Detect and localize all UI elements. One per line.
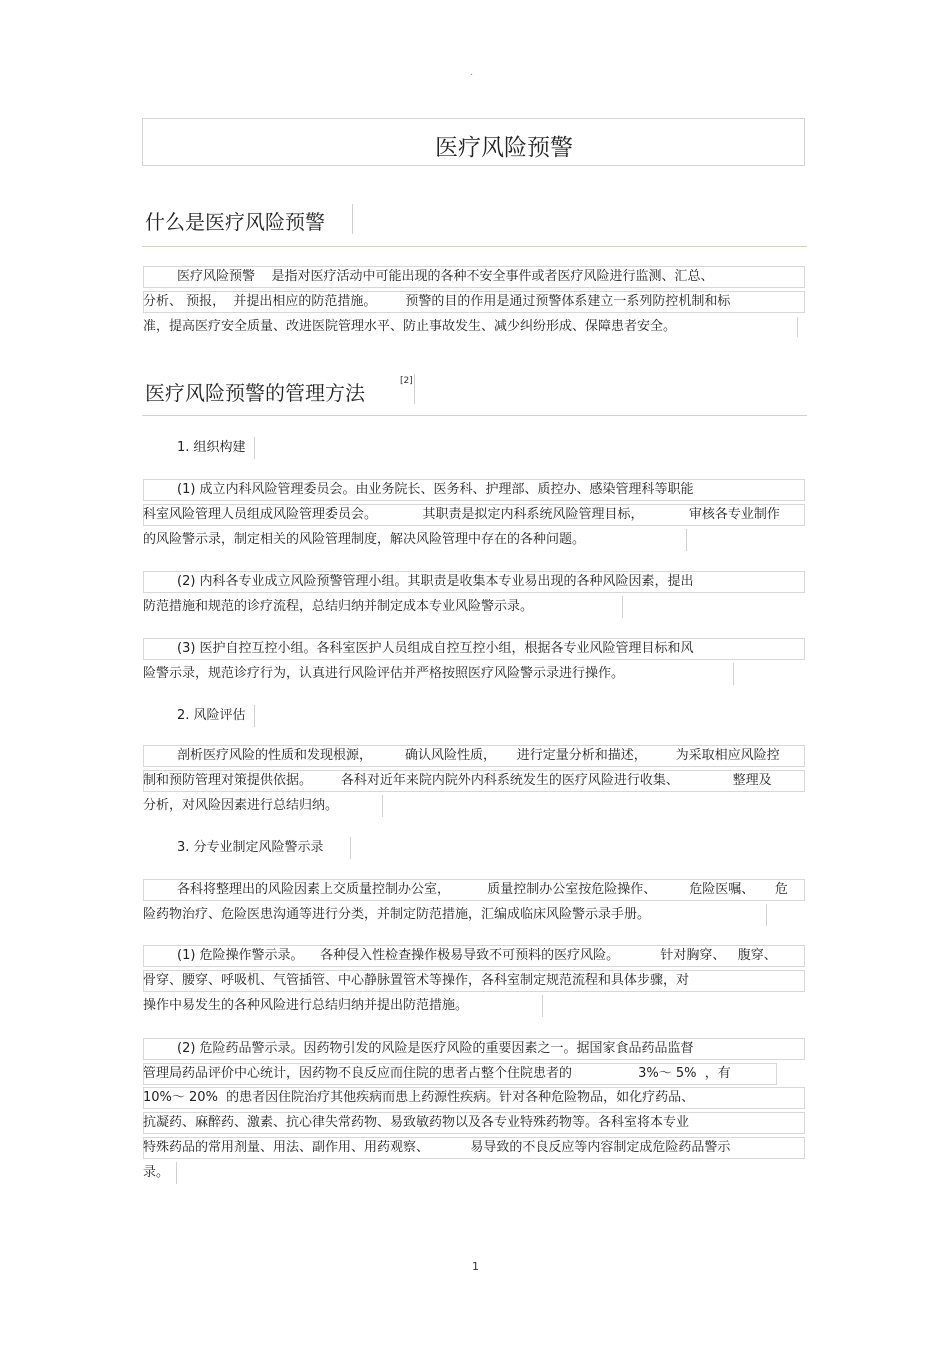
paragraph-line: 医疗风险预警 是指对医疗活动中可能出现的各种不安全事件或者医疗风险进行监测、汇总、 xyxy=(177,269,714,284)
paragraph-line: 管理局药品评价中心统计，因药物不良反应而住院的患者占整个住院患者的 3%～ 5% ，有 xyxy=(143,1066,731,1081)
text-frame-edge xyxy=(176,1162,177,1184)
paragraph-line: (1) 成立内科风险管理委员会。由业务院长、医务科、护理部、质控办、感染管理科等职能 xyxy=(177,482,694,497)
section1-rule xyxy=(142,246,807,247)
paragraph-line: 抗凝药、麻醉药、激素、抗心律失常药物、易致敏药物以及各专业特殊药物等。各科室将本专业 xyxy=(143,1115,690,1130)
paragraph-line: 险警示录，规范诊疗行为，认真进行风险评估并严格按照医疗风险警示录进行操作。 xyxy=(143,666,625,681)
paragraph-line: 防范措施和规范的诊疗流程，总结归纳并制定成本专业风险警示录。 xyxy=(143,599,534,614)
paragraph-line: (2) 危险药品警示录。因药物引发的风险是医疗风险的重要因素之一。据国家食品药品监督 xyxy=(177,1041,694,1056)
heading-divider xyxy=(414,374,415,404)
paragraph-line: 科室风险管理人员组成风险管理委员会。 其职责是拟定内科系统风险管理目标， 审核各专业制作 xyxy=(143,507,780,522)
text-frame-edge xyxy=(254,705,255,727)
paragraph-line: 骨穿、腰穿、呼吸机、气管插管、中心静脉置管术等操作，各科室制定规范流程和具体步骤，对 xyxy=(143,973,690,988)
subheading: 1. 组织构建 xyxy=(177,440,246,455)
text-frame-edge xyxy=(733,663,734,685)
paragraph-line: 分析、 预报， 并提出相应的防范措施。 预警的目的作用是通过预警体系建立一系列防控机制和标 xyxy=(143,294,731,309)
text-frame-edge xyxy=(797,317,798,337)
paragraph-line: 操作中易发生的各种风险进行总结归纳并提出防范措施。 xyxy=(143,998,469,1013)
paragraph-line: 制和预防管理对策提供依据。 各科对近年来院内院外内科系统发生的医疗风险进行收集、 整理及 xyxy=(143,773,772,788)
section1-heading: 什么是医疗风险预警 xyxy=(145,210,325,234)
paragraph-line: 10%～ 20% 的患者因住院治疗其他疾病而患上药源性疾病。针对各种危险物品，如化疗药品、 xyxy=(143,1090,695,1105)
paragraph-line: (1) 危险操作警示录。 各种侵入性检查操作极易导致不可预料的医疗风险。 针对胸穿、 腹穿、 xyxy=(177,948,777,963)
header-mark: · xyxy=(470,70,474,81)
text-frame-edge xyxy=(766,904,767,926)
document-title: 医疗风险预警 xyxy=(435,135,573,161)
paragraph-line: 特殊药品的常用剂量、用法、副作用、用药观察、 易导致的不良反应等内容制定成危险药品警示 xyxy=(143,1140,731,1155)
section2-rule xyxy=(142,415,807,416)
paragraph-line: 各科将整理出的风险因素上交质量控制办公室， 质量控制办公室按危险操作、 危险医嘱、 危 xyxy=(177,882,788,897)
page-number: 1 xyxy=(472,1260,479,1273)
document-title-box xyxy=(142,118,805,166)
text-frame-edge xyxy=(350,837,351,859)
text-frame-edge xyxy=(686,529,687,551)
paragraph-line: 的风险警示录，制定相关的风险管理制度，解决风险管理中存在的各种问题。 xyxy=(143,532,586,547)
text-frame-edge xyxy=(542,995,543,1017)
paragraph-line: 险药物治疗、危险医患沟通等进行分类，并制定防范措施，汇编成临床风险警示录手册。 xyxy=(143,907,651,922)
paragraph-line: 剖析医疗风险的性质和发现根源， 确认风险性质， 进行定量分析和描述， 为采取相应风险控 xyxy=(177,748,780,763)
paragraph-line: (3) 医护自控互控小组。各科室医护人员组成自控互控小组，根据各专业风险管理目标和风 xyxy=(177,641,694,656)
text-frame-edge xyxy=(254,437,255,459)
reference-marker: [2] xyxy=(400,376,413,386)
paragraph-line: (2) 内科各专业成立风险预警管理小组。其职责是收集本专业易出现的各种风险因素，提出 xyxy=(177,574,694,589)
heading-divider xyxy=(352,204,353,234)
paragraph-line: 分析，对风险因素进行总结归纳。 xyxy=(143,798,339,813)
subheading: 2. 风险评估 xyxy=(177,708,246,723)
section2-heading: 医疗风险预警的管理方法 xyxy=(145,381,365,405)
text-frame-edge xyxy=(622,596,623,618)
text-frame-edge xyxy=(382,795,383,817)
paragraph-line: 录。 xyxy=(143,1165,170,1180)
paragraph-line: 准，提高医疗安全质量、改进医院管理水平、防止事故发生、减少纠纷形成、保障患者安全。 xyxy=(143,319,677,334)
subheading: 3. 分专业制定风险警示录 xyxy=(177,840,324,855)
